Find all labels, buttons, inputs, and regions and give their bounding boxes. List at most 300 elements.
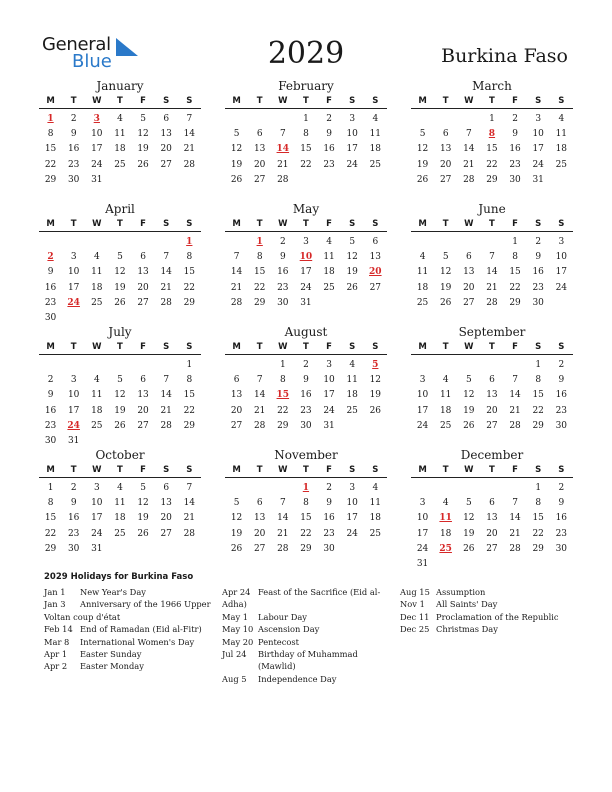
day-cell: 24 [416,420,429,431]
weekday-label: T [256,96,263,106]
day-cell: 6 [372,237,379,247]
weekday-label: F [512,219,518,229]
day-cell: 19 [230,528,243,539]
day-cell: 15 [509,267,521,278]
day-cell: 12 [114,267,126,278]
holiday-date: May 10 [222,624,254,635]
weekday-label: M [418,342,427,352]
day-cell: 30 [555,420,568,431]
day-cell: 28 [253,420,266,431]
day-cell: 2 [512,114,518,124]
weekday-label: S [558,219,565,229]
holiday-name: New Year's Day [80,587,146,597]
weekday-label: M [46,219,55,229]
day-cell: 6 [489,498,495,509]
weekday-label: S [535,96,542,106]
day-cell: 17 [346,144,358,155]
weekday-label: S [186,96,193,106]
day-cell: 16 [555,513,568,524]
holiday-day-cell: 8 [488,129,496,140]
day-cell: 16 [44,405,57,416]
day-cell: 19 [439,282,452,293]
month-name: May [292,202,320,216]
month-name: July [108,325,132,339]
day-cell: 8 [47,129,54,140]
weekday-label: M [232,465,241,475]
day-cell: 27 [439,174,452,185]
holiday-entry [400,598,572,610]
weekday-label: S [535,465,542,475]
month-name: November [274,448,338,462]
weekday-header [225,340,387,355]
weekday-label: S [372,342,379,352]
empty-cell [480,235,503,250]
day-cell: 21 [230,282,243,293]
day-cell: 2 [326,114,332,124]
day-cell: 5 [233,498,240,509]
day-grid [39,481,201,557]
weekday-label: W [92,465,102,475]
day-cell: 10 [67,390,80,401]
weekday-header [411,217,573,232]
holiday-day-cell: 1 [256,237,263,247]
day-cell: 18 [91,405,103,416]
holiday-date: Feb 14 [44,624,73,635]
day-cell: 4 [117,114,123,124]
day-cell: 3 [326,360,332,370]
day-cell: 4 [442,375,449,386]
holiday-date: Aug 5 [222,673,247,684]
month-august [225,326,387,434]
day-cell: 25 [114,159,126,170]
day-cell: 22 [253,282,266,293]
day-cell: 29 [509,297,521,308]
empty-cell [132,235,155,250]
holiday-name: Easter Monday [80,661,144,672]
weekday-label: T [117,465,123,475]
day-cell: 16 [300,390,312,401]
empty-cell [480,358,503,373]
empty-cell [225,235,248,250]
day-cell: 21 [160,405,172,416]
weekday-header [225,217,387,232]
day-cell: 21 [463,159,475,170]
day-cell: 17 [91,513,103,524]
weekday-label: T [70,342,77,352]
day-cell: 11 [114,129,126,140]
holiday-name: Christmas Day [436,624,498,635]
day-cell: 1 [279,360,286,370]
weekday-label: S [349,219,356,229]
day-cell: 13 [137,390,149,401]
weekday-label: W [464,96,474,106]
day-cell: 5 [349,237,356,247]
day-cell: 19 [463,528,475,539]
day-cell: 19 [114,405,126,416]
holiday-entry [44,660,214,672]
day-cell: 20 [463,282,475,293]
holiday-entry [222,636,394,648]
day-cell: 21 [277,159,289,170]
day-cell: 4 [372,114,379,124]
day-cell: 8 [186,375,193,386]
day-cell: 13 [486,390,498,401]
day-cell: 9 [512,129,518,140]
day-cell: 12 [463,513,475,524]
weekday-label: T [303,465,309,475]
day-cell: 19 [114,282,126,293]
day-cell: 9 [558,498,565,509]
day-cell: 20 [253,159,266,170]
day-cell: 18 [114,144,126,155]
day-cell: 15 [532,390,544,401]
day-cell: 20 [486,405,498,416]
day-cell: 18 [439,405,452,416]
empty-cell [504,358,527,373]
weekday-label: W [278,465,288,475]
day-cell: 31 [532,174,544,185]
empty-cell [85,358,108,373]
month-july [39,326,201,449]
day-cell: 17 [555,267,568,278]
weekday-header [411,94,573,109]
day-cell: 17 [532,144,544,155]
day-cell: 17 [323,390,335,401]
holiday-day-cell: 15 [276,390,290,401]
day-cell: 23 [532,282,544,293]
day-cell: 20 [160,513,172,524]
day-cell: 19 [463,405,475,416]
empty-cell [248,112,271,127]
day-cell: 6 [163,114,170,124]
day-cell: 2 [70,483,77,493]
day-cell: 12 [137,498,149,509]
empty-cell [85,235,108,250]
weekday-label: T [303,219,309,229]
day-cell: 1 [303,114,309,124]
day-cell: 18 [369,513,382,524]
day-cell: 21 [486,282,498,293]
holiday-entry [44,611,214,623]
holiday-day-cell: 1 [47,114,54,124]
day-cell: 28 [509,420,521,431]
day-cell: 29 [183,420,196,431]
holiday-entry [44,623,214,635]
day-cell: 1 [535,360,542,370]
weekday-label: S [186,465,193,475]
day-cell: 7 [163,375,170,386]
weekday-label: S [372,96,379,106]
day-cell: 23 [323,528,335,539]
day-cell: 17 [300,267,312,278]
day-cell: 30 [555,543,568,554]
day-cell: 6 [442,129,449,140]
day-cell: 10 [416,513,429,524]
weekday-label: T [303,96,309,106]
weekday-label: S [535,219,542,229]
day-cell: 28 [183,159,196,170]
day-cell: 12 [137,129,149,140]
day-cell: 31 [416,558,429,569]
empty-cell [248,481,271,496]
day-cell: 25 [416,297,429,308]
day-cell: 15 [44,513,57,524]
logo-text-blue: Blue [72,51,112,72]
empty-cell [132,358,155,373]
weekday-header [39,340,201,355]
day-cell: 29 [44,174,57,185]
day-grid [411,481,573,572]
day-cell: 7 [512,498,518,509]
day-cell: 28 [183,528,196,539]
day-cell: 27 [230,420,243,431]
day-cell: 2 [558,483,565,493]
weekday-label: S [163,342,170,352]
weekday-label: S [163,219,170,229]
day-cell: 11 [91,390,103,401]
month-name: February [278,79,334,93]
month-october [39,449,201,557]
weekday-label: S [163,465,170,475]
month-name: April [105,202,135,216]
day-cell: 6 [256,498,263,509]
day-cell: 30 [67,543,80,554]
weekday-label: S [186,219,193,229]
day-cell: 14 [253,390,266,401]
weekday-label: T [442,342,449,352]
weekday-label: F [140,465,146,475]
holiday-entry [222,648,394,673]
empty-cell [434,358,457,373]
day-cell: 22 [300,528,312,539]
day-cell: 14 [230,267,243,278]
day-cell: 30 [509,174,521,185]
holiday-entry [44,648,214,660]
day-cell: 19 [416,159,429,170]
day-grid [225,235,387,311]
month-name: June [478,202,506,216]
holiday-entry [44,586,214,598]
day-cell: 17 [416,528,429,539]
day-cell: 27 [137,420,149,431]
day-cell: 25 [91,297,103,308]
day-cell: 27 [253,174,266,185]
day-cell: 13 [486,513,498,524]
holiday-date: Dec 25 [400,624,430,635]
day-cell: 3 [419,375,426,386]
day-cell: 30 [44,312,57,323]
day-cell: 28 [160,297,172,308]
day-cell: 8 [303,129,309,140]
day-cell: 26 [114,420,126,431]
weekday-label: T [489,219,495,229]
holiday-day-cell: 20 [369,267,382,278]
day-grid [225,358,387,434]
day-cell: 12 [346,252,358,263]
day-cell: 25 [555,159,568,170]
day-cell: 7 [279,129,286,140]
day-cell: 2 [326,483,332,493]
day-cell: 3 [535,114,542,124]
day-cell: 25 [346,405,358,416]
day-cell: 14 [160,390,172,401]
weekday-label: T [303,342,309,352]
day-grid [411,112,573,188]
weekday-label: T [256,219,263,229]
day-cell: 1 [47,483,54,493]
day-cell: 11 [416,267,429,278]
day-cell: 7 [186,114,193,124]
weekday-label: M [232,342,241,352]
day-cell: 4 [349,360,356,370]
day-cell: 18 [114,513,126,524]
day-cell: 13 [369,252,382,263]
weekday-label: T [442,96,449,106]
day-cell: 9 [326,498,332,509]
holiday-name: Pentecost [258,636,299,647]
day-cell: 22 [532,405,544,416]
weekday-label: M [232,96,241,106]
holiday-date: Apr 1 [44,649,68,660]
holiday-name: Ascension Day [258,624,320,635]
day-cell: 1 [535,483,542,493]
day-cell: 10 [532,129,544,140]
weekday-label: F [326,342,332,352]
empty-cell [62,235,85,250]
holiday-entry [44,636,214,648]
weekday-label: S [372,465,379,475]
day-grid [411,358,573,434]
day-cell: 7 [512,375,518,386]
holiday-entry [222,598,394,610]
day-cell: 9 [70,129,77,140]
holiday-name: Independence Day [258,673,337,684]
weekday-label: M [418,465,427,475]
day-cell: 17 [416,405,429,416]
day-cell: 27 [463,297,475,308]
empty-cell [457,358,480,373]
day-cell: 22 [44,159,57,170]
day-cell: 25 [91,420,103,431]
holiday-date: May 20 [222,636,254,647]
weekday-label: W [464,465,474,475]
day-cell: 24 [532,159,544,170]
day-cell: 9 [303,375,309,386]
weekday-header [411,340,573,355]
weekday-label: T [489,96,495,106]
holiday-entry [222,623,394,635]
month-january [39,80,201,188]
holiday-day-cell: 10 [299,252,313,263]
day-cell: 8 [47,498,54,509]
day-cell: 6 [140,252,146,263]
day-cell: 20 [253,528,266,539]
day-cell: 29 [253,297,266,308]
day-cell: 15 [532,513,544,524]
holiday-name: Feast of the Sacrifice (Eid al- [258,587,381,597]
day-cell: 18 [91,282,103,293]
holiday-entry [222,611,394,623]
month-name: October [95,448,145,462]
day-cell: 21 [509,528,521,539]
day-cell: 7 [163,252,170,263]
holiday-name-continued: Adha) [222,599,247,610]
empty-cell [271,112,294,127]
day-cell: 28 [509,543,521,554]
day-grid [411,235,573,311]
day-cell: 3 [70,375,77,386]
holiday-day-cell: 2 [47,252,54,263]
weekday-label: F [140,96,146,106]
holiday-entry [222,586,394,598]
weekday-label: S [349,342,356,352]
empty-cell [457,235,480,250]
weekday-label: T [442,219,449,229]
day-cell: 4 [326,237,332,247]
day-cell: 12 [114,390,126,401]
day-cell: 5 [117,375,123,386]
day-cell: 1 [489,114,495,124]
day-cell: 9 [70,498,77,509]
day-cell: 22 [486,159,498,170]
day-cell: 17 [67,282,80,293]
day-cell: 8 [303,498,309,509]
day-cell: 23 [555,405,568,416]
empty-cell [411,235,434,250]
day-cell: 12 [439,267,452,278]
day-cell: 27 [160,528,172,539]
empty-cell [434,481,457,496]
day-cell: 21 [509,405,521,416]
day-grid [225,112,387,188]
day-cell: 15 [253,267,266,278]
weekday-header [411,463,573,478]
day-cell: 5 [442,252,449,263]
day-cell: 16 [44,282,57,293]
day-cell: 20 [160,144,172,155]
day-cell: 16 [277,267,289,278]
day-cell: 14 [509,513,521,524]
weekday-label: S [558,465,565,475]
day-cell: 5 [419,129,426,140]
empty-cell [39,358,62,373]
weekday-label: S [349,465,356,475]
day-cell: 18 [346,390,358,401]
weekday-label: S [186,342,193,352]
day-cell: 3 [70,252,77,263]
weekday-label: M [418,219,427,229]
day-cell: 28 [486,297,498,308]
day-cell: 19 [137,513,149,524]
weekday-label: F [140,342,146,352]
weekday-header [39,217,201,232]
weekday-label: M [46,96,55,106]
day-cell: 9 [279,252,286,263]
day-cell: 26 [114,297,126,308]
holiday-name: All Saints' Day [436,599,498,610]
day-cell: 25 [369,159,382,170]
day-cell: 18 [555,144,568,155]
day-cell: 11 [369,129,382,140]
day-cell: 4 [93,252,100,263]
weekday-label: F [512,465,518,475]
holiday-date: Dec 11 [400,611,430,622]
weekday-label: F [326,96,332,106]
day-cell: 22 [183,282,196,293]
weekday-label: T [70,465,77,475]
empty-cell [411,481,434,496]
day-cell: 8 [512,252,518,263]
